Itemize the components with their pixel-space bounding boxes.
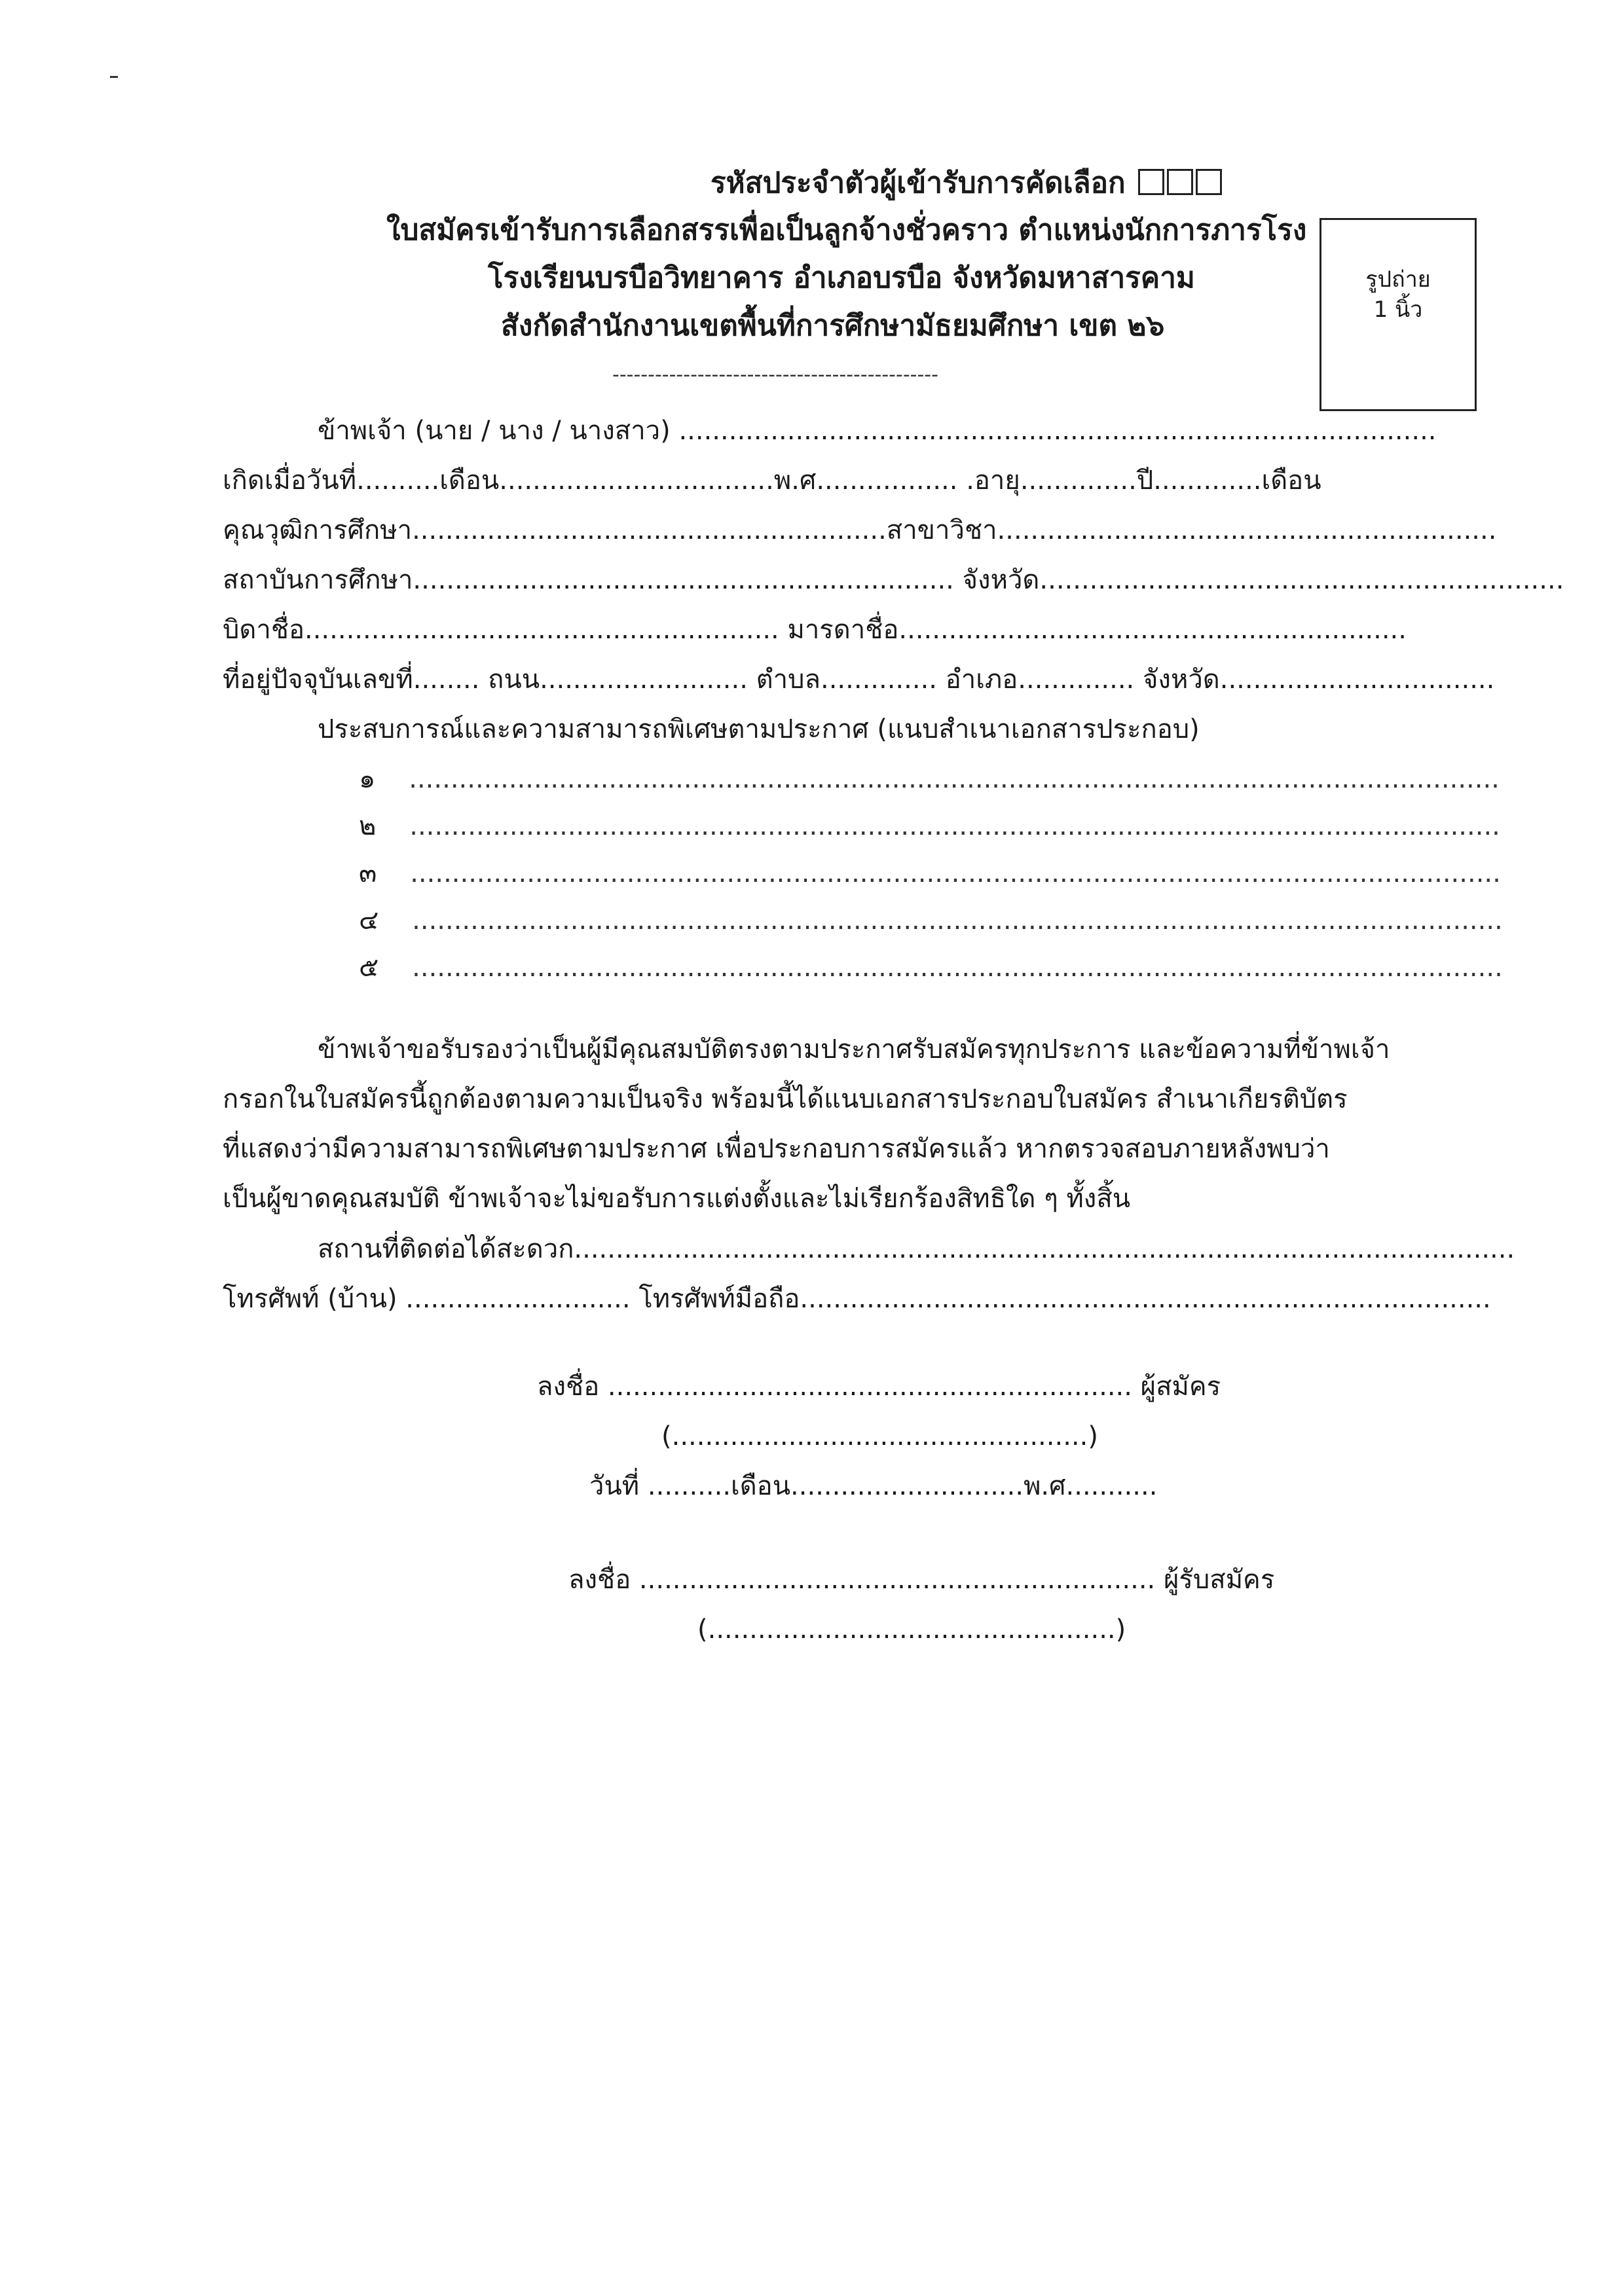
- experience-item-3[interactable]: [359, 855, 1501, 892]
- photo-label: รูปถ่าย: [1365, 266, 1431, 293]
- experience-dots: ...................................................................................................................................: [412, 953, 1503, 983]
- photo-size-label: 1 นิ้ว: [1373, 297, 1423, 323]
- scan-mark: [110, 76, 118, 78]
- parents-field[interactable]: บิดาชื่อ......................................................... มารดาชื่อ.............................................................: [223, 615, 1407, 645]
- experience-dots: ...................................................................................................................................: [410, 858, 1501, 888]
- experience-item-1[interactable]: [359, 761, 1500, 797]
- address-field[interactable]: ที่อยู่ปัจจุบันเลขที่........ ถนน......................... ตำบล.............. อำเภอ.............. จังหวัด.................................: [223, 665, 1495, 695]
- form-title-line3: สังกัดสำนักงานเขตพื้นที่การศึกษามัธยมศึกษา เขต ๒๖: [501, 309, 1165, 342]
- experience-item-4[interactable]: [359, 902, 1503, 939]
- date-field[interactable]: วันที่ ..........เดือน............................พ.ศ...........: [589, 1471, 1158, 1501]
- form-title-line1: ใบสมัครเข้ารับการเลือกสรรเพื่อเป็นลูกจ้างชั่วคราว ตำแหน่งนักการภารโรง: [386, 213, 1307, 247]
- experience-item-5[interactable]: [359, 949, 1503, 986]
- applicant-code-label: รหัสประจำตัวผู้เข้ารับการคัดเลือก: [710, 166, 1126, 200]
- code-box-2[interactable]: [1167, 169, 1193, 195]
- declaration-line4: เป็นผู้ขาดคุณสมบัติ ข้าพเจ้าจะไม่ขอรับการแต่งตั้งและไม่เรียกร้องสิทธิใด ๆ ทั้งสิ้น: [223, 1184, 1131, 1214]
- experience-dots: ...................................................................................................................................: [412, 905, 1503, 936]
- receiver-signature-field[interactable]: ลงชื่อ .............................................................. ผู้รับสมัคร: [568, 1565, 1275, 1595]
- experience-number: ๓: [359, 858, 377, 888]
- phone-field[interactable]: โทรศัพท์ (บ้าน) ........................... โทรศัพท์มือถือ...................................................................................: [223, 1284, 1491, 1314]
- birth-age-field[interactable]: เกิดเมื่อวันที่..........เดือน.................................พ.ศ................. .อายุ..............ปี.............เดือน: [223, 465, 1321, 496]
- experience-dots: ...................................................................................................................................: [409, 764, 1500, 794]
- form-title-line2: โรงเรียนบรบือวิทยาคาร อำเภอบรบือ จังหวัดมหาสารคาม: [488, 261, 1195, 295]
- code-box-3[interactable]: [1196, 169, 1222, 195]
- experience-heading: ประสบการณ์และความสามารถพิเศษตามประกาศ (แนบสำเนาเอกสารประกอบ): [318, 714, 1200, 744]
- header-divider: ----------------------------------------------: [612, 363, 938, 386]
- applicant-name-field[interactable]: (..................................................): [661, 1421, 1098, 1451]
- experience-number: ๕: [359, 953, 379, 983]
- contact-address-field[interactable]: สถานที่ติดต่อได้สะดวก.................................................................................................................: [318, 1234, 1515, 1264]
- experience-number: ๑: [359, 764, 376, 794]
- name-field[interactable]: ข้าพเจ้า (นาย / นาง / นางสาว) ...........................................................................................: [318, 416, 1437, 446]
- qualification-field[interactable]: คุณวุฒิการศึกษา.........................................................สาขาวิชา............................................................: [223, 515, 1497, 545]
- institution-field[interactable]: สถาบันการศึกษา................................................................. จังหวัด...............................................................: [223, 565, 1564, 595]
- declaration-line3: ที่แสดงว่ามีความสามารถพิเศษตามประกาศ เพื่อประกอบการสมัครแล้ว หากตรวจสอบภายหลังพบว่า: [223, 1134, 1330, 1164]
- applicant-code-row: [710, 164, 1222, 203]
- experience-dots: ...................................................................................................................................: [409, 811, 1500, 841]
- experience-number: ๔: [359, 905, 379, 936]
- photo-box[interactable]: [1320, 218, 1477, 411]
- declaration-line1: ข้าพเจ้าขอรับรองว่าเป็นผู้มีคุณสมบัติตรงตามประกาศรับสมัครทุกประการ และข้อความที่ข้าพเจ้า: [318, 1034, 1390, 1065]
- experience-item-2[interactable]: [359, 808, 1500, 845]
- experience-number: ๒: [359, 811, 377, 841]
- applicant-signature-field[interactable]: ลงชื่อ ............................................................... ผู้สมัคร: [537, 1372, 1221, 1402]
- declaration-line2: กรอกในใบสมัครนี้ถูกต้องตามความเป็นจริง พร้อมนี้ได้แนบเอกสารประกอบใบสมัคร สำเนาเกียรติบัตร: [223, 1084, 1348, 1114]
- code-box-1[interactable]: [1138, 169, 1164, 195]
- receiver-name-field[interactable]: (.................................................): [697, 1614, 1126, 1645]
